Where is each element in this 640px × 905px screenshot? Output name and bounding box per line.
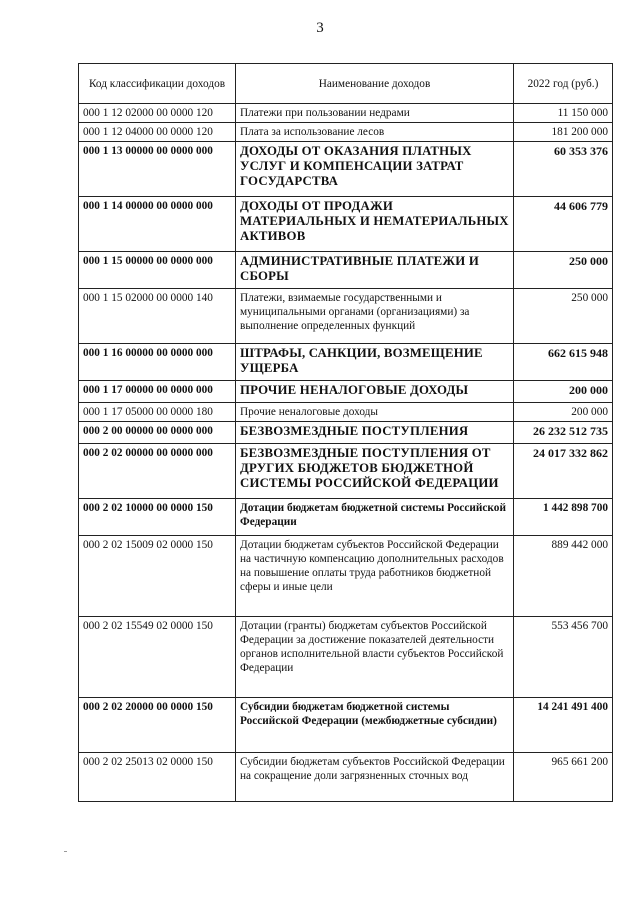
cell-code: 000 1 13 00000 00 0000 000 — [79, 142, 236, 197]
cell-amount: 965 661 200 — [514, 753, 613, 802]
cell-amount: 24 017 332 862 — [514, 444, 613, 499]
header-amount: 2022 год (руб.) — [514, 64, 613, 104]
table-row — [79, 499, 613, 536]
table-row — [79, 444, 613, 499]
page-number: 3 — [316, 20, 324, 36]
cell-name: Платежи при пользовании недрами — [236, 104, 514, 123]
cell-name: ШТРАФЫ, САНКЦИИ, ВОЗМЕЩЕНИЕ УЩЕРБА — [236, 344, 514, 381]
cell-name: БЕЗВОЗМЕЗДНЫЕ ПОСТУПЛЕНИЯ ОТ ДРУГИХ БЮДЖЕТОВ БЮДЖЕТНОЙ СИСТЕМЫ РОССИЙСКОЙ ФЕДЕРАЦИИ — [236, 444, 514, 499]
table-row — [79, 422, 613, 444]
cell-amount: 181 200 000 — [514, 123, 613, 142]
cell-amount: 662 615 948 — [514, 344, 613, 381]
cell-amount: 11 150 000 — [514, 104, 613, 123]
table-row — [79, 381, 613, 403]
cell-amount: 200 000 — [514, 381, 613, 403]
cell-code: 000 1 15 02000 00 0000 140 — [79, 289, 236, 344]
cell-code: 000 1 12 04000 00 0000 120 — [79, 123, 236, 142]
cell-amount: 889 442 000 — [514, 536, 613, 617]
cell-code: 000 1 16 00000 00 0000 000 — [79, 344, 236, 381]
table-row — [79, 403, 613, 422]
cell-code: 000 1 14 00000 00 0000 000 — [79, 197, 236, 252]
table-row — [79, 252, 613, 289]
cell-code: 000 2 00 00000 00 0000 000 — [79, 422, 236, 444]
cell-name: ДОХОДЫ ОТ ПРОДАЖИ МАТЕРИАЛЬНЫХ И НЕМАТЕРИАЛЬНЫХ АКТИВОВ — [236, 197, 514, 252]
table-row — [79, 344, 613, 381]
cell-name: Субсидии бюджетам субъектов Российской Федерации на сокращение доли загрязненных сточных вод — [236, 753, 514, 802]
header-name: Наименование доходов — [236, 64, 514, 104]
table-row — [79, 104, 613, 123]
cell-code: 000 1 17 05000 00 0000 180 — [79, 403, 236, 422]
cell-amount: 200 000 — [514, 403, 613, 422]
cell-code: 000 1 12 02000 00 0000 120 — [79, 104, 236, 123]
cell-code: 000 2 02 15549 02 0000 150 — [79, 617, 236, 698]
cell-code: 000 2 02 10000 00 0000 150 — [79, 499, 236, 536]
cell-amount: 1 442 898 700 — [514, 499, 613, 536]
cell-name: Дотации бюджетам бюджетной системы Российской Федерации — [236, 499, 514, 536]
cell-amount: 60 353 376 — [514, 142, 613, 197]
table-row — [79, 289, 613, 344]
cell-name: Дотации бюджетам субъектов Российской Федерации на частичную компенсацию дополнительных расходов на повышение оплаты труда работников бюджетной сферы и иные цели — [236, 536, 514, 617]
table-row — [79, 753, 613, 802]
table-row — [79, 698, 613, 753]
cell-amount: 44 606 779 — [514, 197, 613, 252]
table-header-row — [79, 64, 613, 104]
cell-name: Прочие неналоговые доходы — [236, 403, 514, 422]
cell-name: ПРОЧИЕ НЕНАЛОГОВЫЕ ДОХОДЫ — [236, 381, 514, 403]
cell-code: 000 1 17 00000 00 0000 000 — [79, 381, 236, 403]
cell-amount: 250 000 — [514, 289, 613, 344]
cell-code: 000 1 15 00000 00 0000 000 — [79, 252, 236, 289]
cell-code: 000 2 02 20000 00 0000 150 — [79, 698, 236, 753]
cell-name: БЕЗВОЗМЕЗДНЫЕ ПОСТУПЛЕНИЯ — [236, 422, 514, 444]
cell-name: ДОХОДЫ ОТ ОКАЗАНИЯ ПЛАТНЫХ УСЛУГ И КОМПЕНСАЦИИ ЗАТРАТ ГОСУДАРСТВА — [236, 142, 514, 197]
cell-amount: 553 456 700 — [514, 617, 613, 698]
margin-tick — [64, 851, 67, 852]
cell-name: Дотации (гранты) бюджетам субъектов Российской Федерации за достижение показателей деятельности органов исполнительной власти субъектов Российской Федерации — [236, 617, 514, 698]
cell-name: Субсидии бюджетам бюджетной системы Российской Федерации (межбюджетные субсидии) — [236, 698, 514, 753]
header-code: Код классификации доходов — [79, 64, 236, 104]
cell-code: 000 2 02 15009 02 0000 150 — [79, 536, 236, 617]
table-body — [79, 104, 613, 802]
cell-amount: 14 241 491 400 — [514, 698, 613, 753]
revenue-table — [78, 63, 613, 802]
table-row — [79, 617, 613, 698]
cell-code: 000 2 02 00000 00 0000 000 — [79, 444, 236, 499]
cell-code: 000 2 02 25013 02 0000 150 — [79, 753, 236, 802]
cell-name: АДМИНИСТРАТИВНЫЕ ПЛАТЕЖИ И СБОРЫ — [236, 252, 514, 289]
table-row — [79, 123, 613, 142]
table-row — [79, 142, 613, 197]
table-row — [79, 197, 613, 252]
table-row — [79, 536, 613, 617]
cell-amount: 26 232 512 735 — [514, 422, 613, 444]
cell-name: Платежи, взимаемые государственными и муниципальными органами (организациями) за выполнение определенных функций — [236, 289, 514, 344]
cell-amount: 250 000 — [514, 252, 613, 289]
cell-name: Плата за использование лесов — [236, 123, 514, 142]
